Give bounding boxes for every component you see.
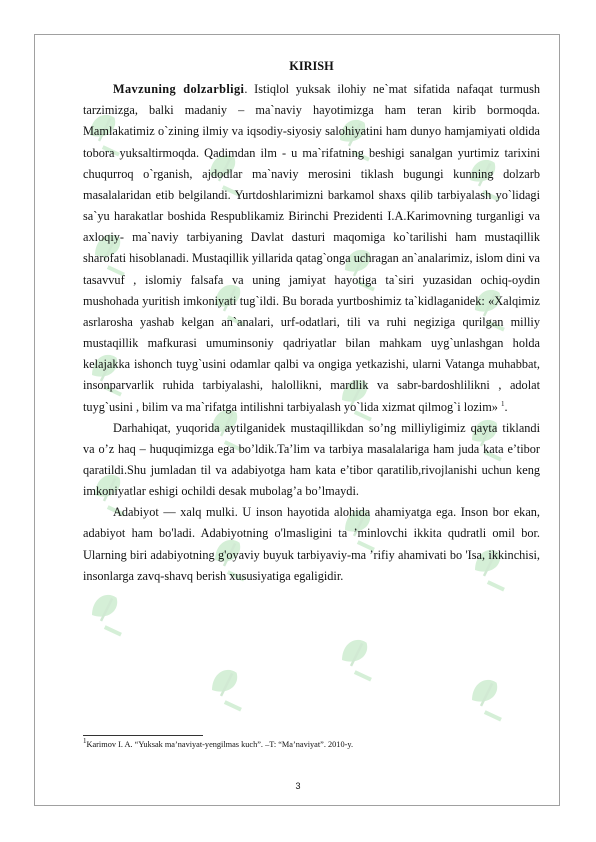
paragraph-relevance-text: . Istiqlol yuksak ilohiy ne`mat sifatida nafaqat turmush tarzimizga, balki madaniy – ma`naviy hayotimizga ham teran kirib bormoqda. Mamlakatimiz o`zining ilmiy va iqsodiy-siyosiy salohiyatini ham dunyo hamjamiyati oldida tobora yuksaltirmoqda. Qadimdan ilm - u ma`rifatning beshigi sanalgan yurtimiz tarixini chuqurroq o`rganish, ajdodlar ma`naviy merosini tiklash bugungi kunning dolzarb masalalaridan etib belgilandi. Yurtdoshlarimizni barkamol shaxs qilib tarbiyalash yo`lidagi sa`yu harakatlar boshida Respublikamiz Birinchi Prezidenti I.A.Karimovning turganligi va axloqiy- ma`naviy tarbiyaning Davlat dasturi maqomiga ko`tarilishi ham mustaqillik sharofati hisoblanadi. Mustaqillik yillarida qatag`onga uchragan an`analarimiz, islom dini va tasavvuf , islomiy falsafa va uning jamiyat hayotiga ta`siri yuzasidan ochiq-oydin mushohada yuritish imkoniyati tug`ildi. Bu borada yurtboshimiz ta`kidlaganidek: «Xalqimiz asrlarosha yashab kelgan an`analari, urf-odatlari, tili va ruhi negiziga qurilgan milliy mustaqillik mafkurasi umuminsoniy qadriyatlar bilan mahkam uyg`unlashgan holda kelajakka ishonch tuyg`usini odamlar qalbi va ongiga yetkazishi, ularni Vatanga muhabbat, insonparvarlik ruhida tarbiyalashi, halollikni, mardlik va sabr-bardoshlilikni , adolat tuyg`usini , bilim va ma`rifatga intilishni tarbiyalash yo`lida xizmat qilmog`i lozim» bbox=[83, 82, 541, 414]
paragraph-independence: Darhahiqat, yuqorida aytilganidek mustaqillikdan so’ng milliyligimiz qayta tiklandi va o’z haq – huquqimizga ega bo’ldik.Ta’lim va tarbiya masalalariga ham juda kata e’tibor qaratildi.Shu jumladan til va adabiyotga ham kata e’tibor qaratilib,rivojlanishi uchun keng imkoniyatlar eshigi ochildi desak mubolag’a bo’lmaydi. bbox=[83, 420, 540, 499]
paragraph-literature: Adabiyot — xalq mulki. U inson hayotida alohida ahamiyatga ega. Inson bor ekan, adabiyot ham bo'ladi. Adabiyotning o'lmasligini ta ’minlovchi ikkita qudratli omil bor. Ularning biri adabiyotning g'oyaviy buyuk tarbiyaviy-ma ’rifiy ahamivati bo 'Isa, ikkinchisi, insonlarga zavq-shavq berish xususiyatiga egaligidir. bbox=[83, 505, 540, 583]
page-title: KIRISH bbox=[289, 59, 334, 73]
paragraph-relevance-end: . bbox=[504, 399, 508, 414]
page-body bbox=[83, 56, 540, 587]
paragraph-relevance bbox=[83, 79, 540, 418]
footnote-reference[interactable]: 1 bbox=[501, 399, 505, 408]
relevance-heading: Mavzuning dolzarbligi bbox=[113, 82, 245, 97]
footnote-divider bbox=[83, 735, 203, 736]
footnote-text: Karimov I. A. “Yuksak ma’naviyat-yengilmas kuch”. –T: “Ma’naviyat”. 2010-y. bbox=[86, 740, 354, 749]
page-number: 3 bbox=[295, 781, 301, 791]
footnote-mark: 1 bbox=[83, 737, 87, 746]
footnote bbox=[83, 737, 540, 750]
